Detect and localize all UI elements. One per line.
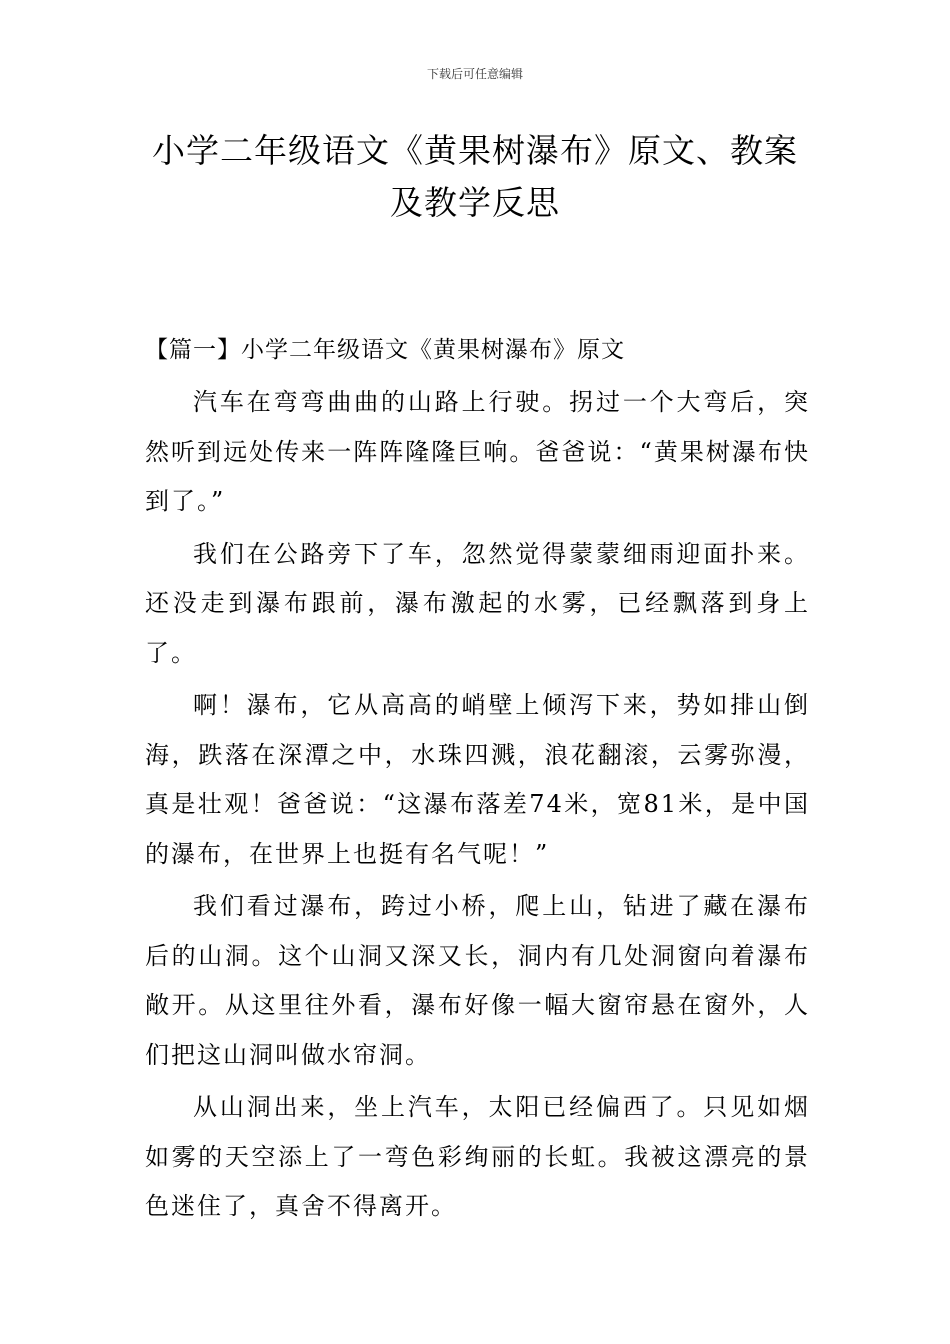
paragraph-1: 汽车在弯弯曲曲的山路上行驶。拐过一个大弯后，突然听到远处传来一阵阵隆隆巨响。爸爸说：“黄果树瀑布快到了。” <box>145 388 810 515</box>
paragraph-5: 从山洞出来，坐上汽车，太阳已经偏西了。只见如烟如雾的天空添上了一弯色彩绚丽的长虹。我被这漂亮的景色迷住了，真舍不得离开。 <box>145 1093 810 1220</box>
section-heading: 【篇一】小学二年级语文《黄果树瀑布》原文 <box>145 337 625 363</box>
document-body <box>145 328 810 1235</box>
page-header-note: 下载后可任意编辑 <box>426 67 523 81</box>
paragraph-4: 我们看过瀑布，跨过小桥，爬上山，钻进了藏在瀑布后的山洞。这个山洞又深又长，洞内有几处洞窗向着瀑布敞开。从这里往外看，瀑布好像一幅大窗帘悬在窗外，人们把这山洞叫做水帘洞。 <box>145 892 810 1069</box>
document-title: 小学二年级语文《黄果树瀑布》原文、教案及教学反思 <box>152 131 798 222</box>
paragraph-3: 啊！瀑布，它从高高的峭壁上倾泻下来，势如排山倒海，跌落在深潭之中，水珠四溅，浪花翻滚，云雾弥漫，真是壮观！爸爸说：“这瀑布落差74米，宽81米，是中国的瀑布，在世界上也挺有名气呢！” <box>145 691 810 868</box>
paragraph-2: 我们在公路旁下了车，忽然觉得蒙蒙细雨迎面扑来。还没走到瀑布跟前，瀑布激起的水雾，已经飘落到身上了。 <box>145 539 810 667</box>
